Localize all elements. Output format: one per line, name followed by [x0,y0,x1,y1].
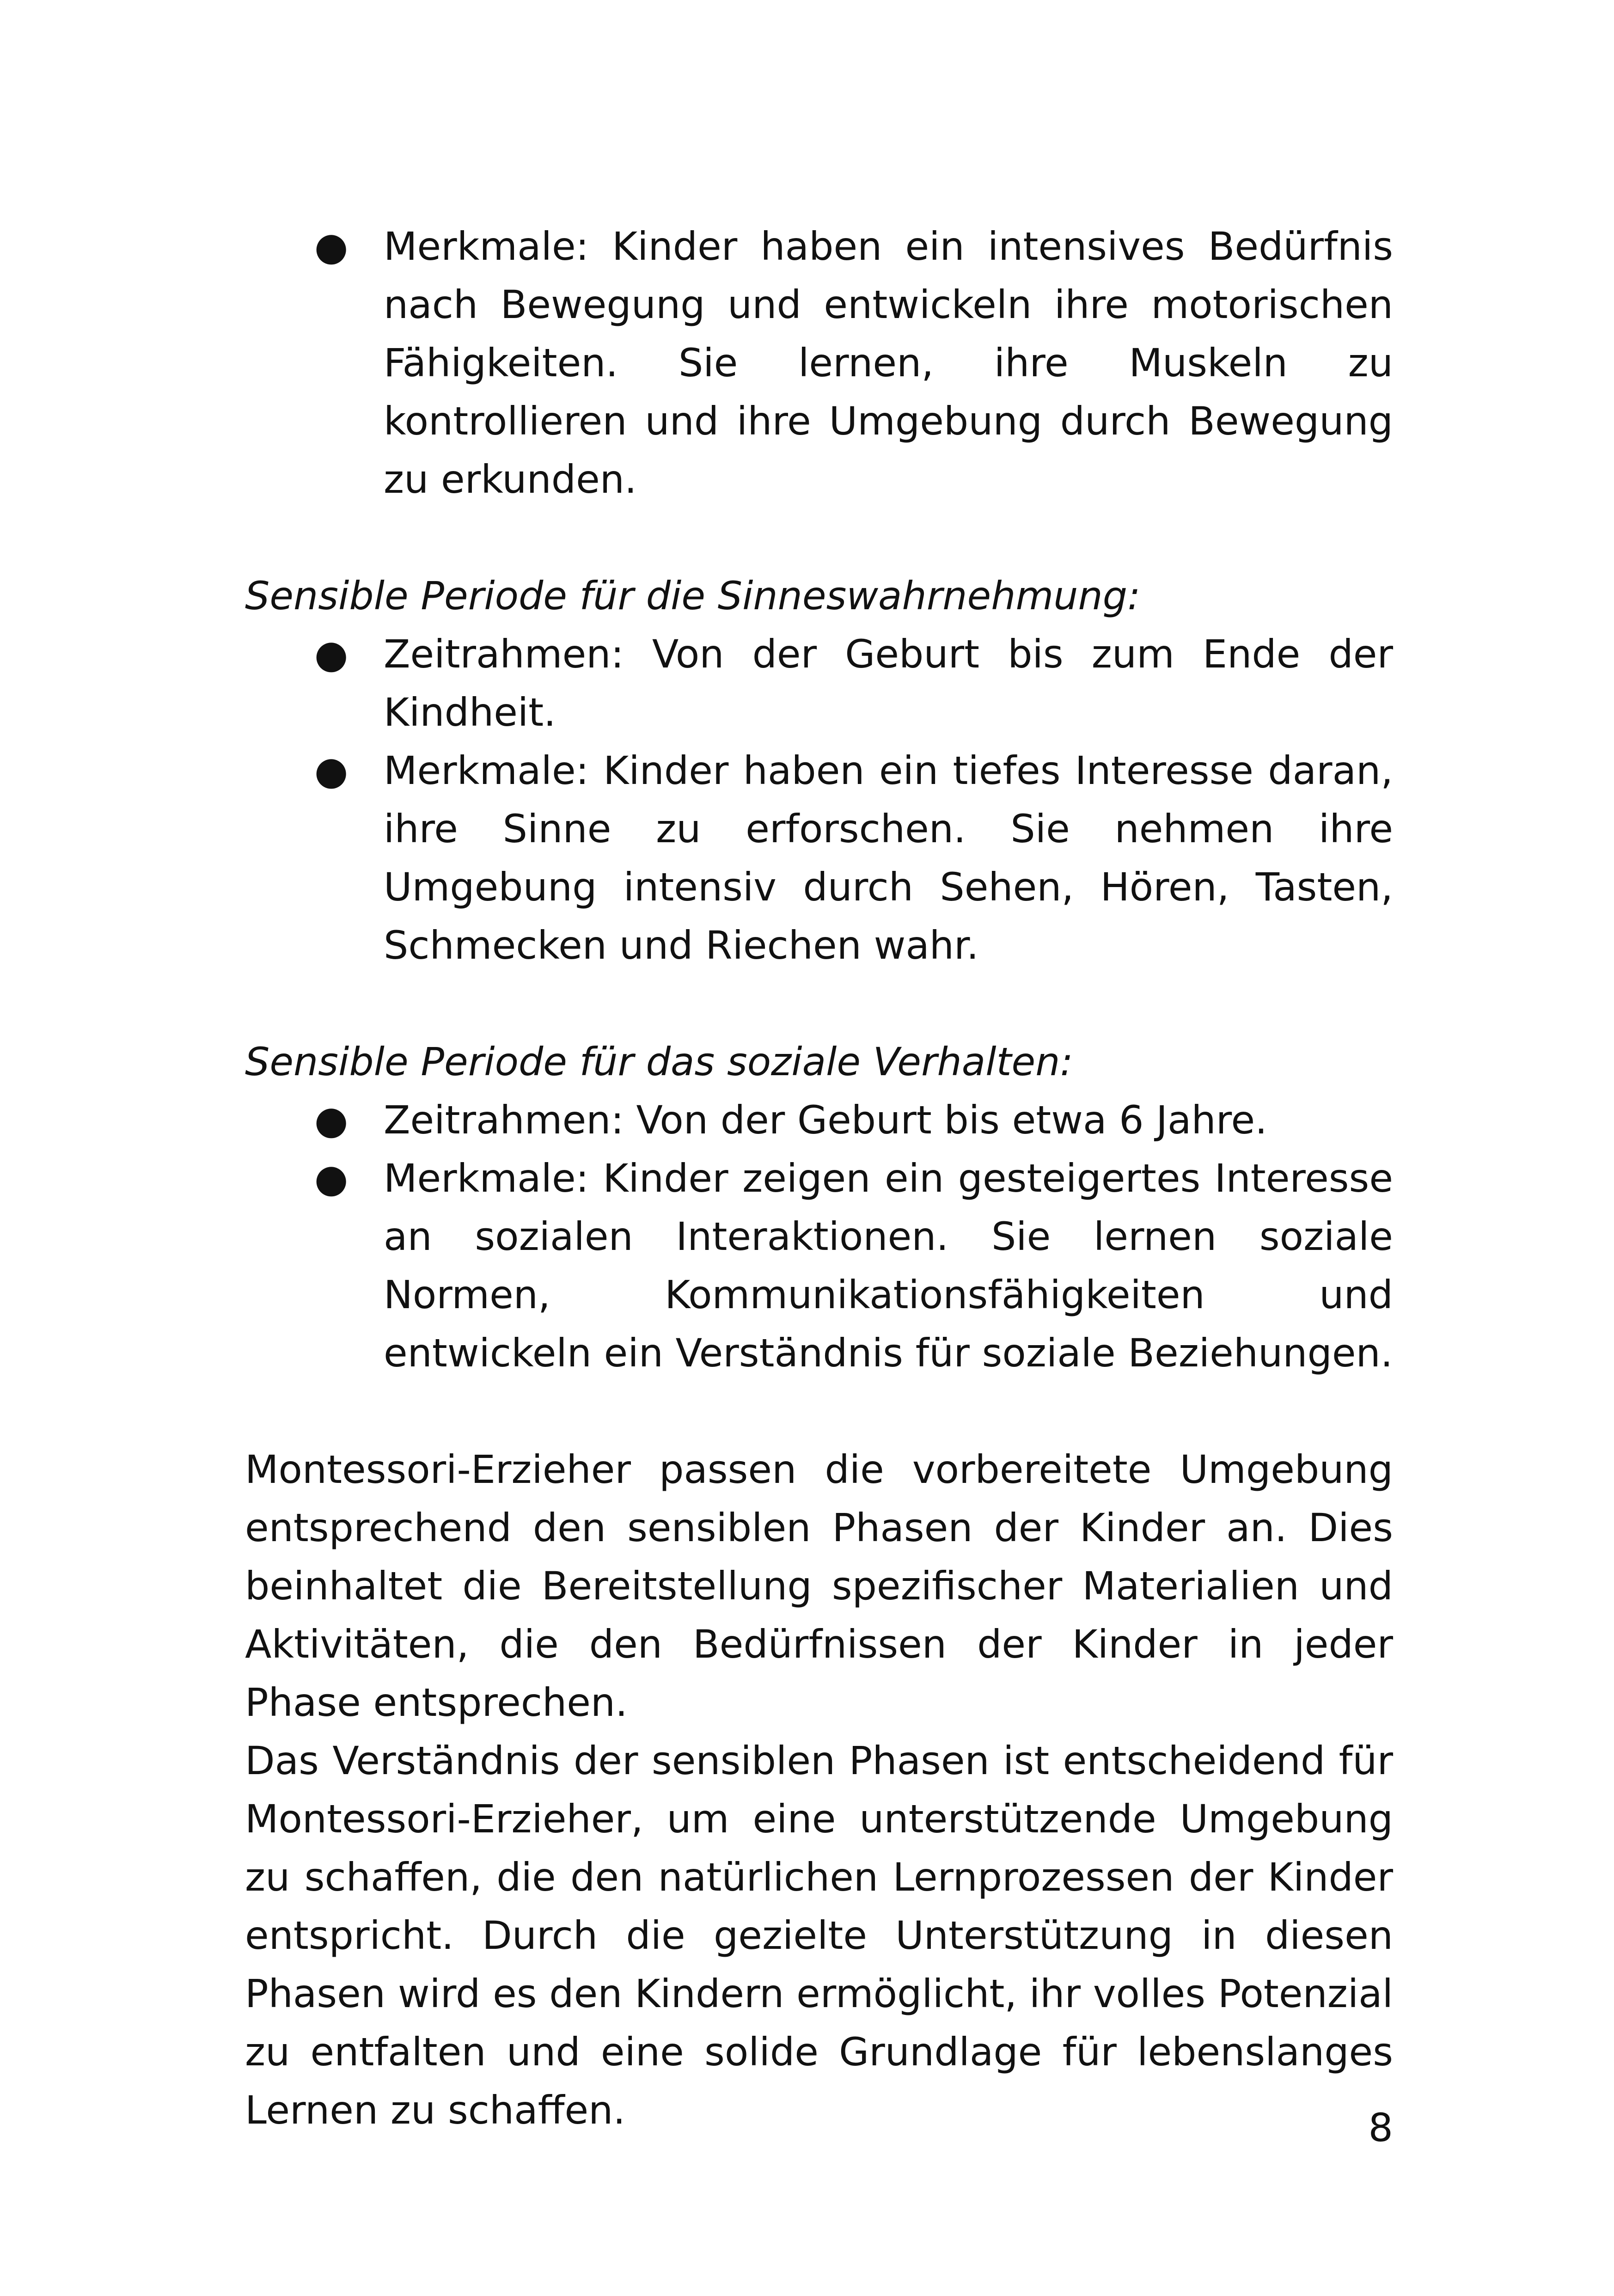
bullet-icon: ● [314,748,348,793]
list-item [314,1149,1393,1382]
bullet-icon: ● [314,1156,348,1201]
bullet-text: Merkmale: Kinder haben ein intensives Bedürfnis nach Bewegung und entwickeln ihre motorischen Fähigkeiten. Sie lernen, ihre Muskeln zu kontrollieren und ihre Umgebung durch Bewegung zu erkunden. [384,224,1393,502]
bullet-icon: ● [314,224,348,269]
spacer [245,974,1393,1033]
spacer [245,508,1393,567]
list-item [314,625,1393,741]
bullet-text: Merkmale: Kinder haben ein tiefes Interesse daran, ihre Sinne zu erforschen. Sie nehmen ihre Umgebung intensiv durch Sehen, Hören, Tasten, Schmecken und Riechen wahr. [384,748,1393,968]
list-item [314,741,1393,974]
list-item [314,1091,1393,1149]
bullet-icon: ● [314,631,348,677]
document-body [245,217,1393,2139]
section-heading-sinneswahrnehmung: Sensible Periode für die Sinneswahrnehmung: [245,573,1141,618]
bullet-text: Merkmale: Kinder zeigen ein gesteigertes Interesse an sozialen Interaktionen. Sie lernen soziale Normen, Kommunikationsfähigkeiten und entwickeln ein Verständnis für soziale Beziehungen. [384,1156,1393,1376]
bullet-icon: ● [314,1097,348,1143]
bullet-list-soziales-verhalten [245,1091,1393,1382]
bullet-text: Zeitrahmen: Von der Geburt bis zum Ende der Kindheit. [384,631,1393,735]
intro-bullet-list [245,217,1393,508]
body-paragraph: Montessori-Erzieher passen die vorbereitete Umgebung entsprechend den sensiblen Phasen der Kinder an. Dies beinhaltet die Bereitstellung spezifischer Materialien und Aktivitäten, die den Bedürfnissen der Kinder in jeder Phase entsprechen. [245,1447,1393,1725]
page-number: 8 [1368,2105,1393,2150]
body-paragraph: Das Verständnis der sensiblen Phasen ist entscheidend für Montessori-Erzieher, um eine unterstützende Umgebung zu schaffen, die den natürlichen Lernprozessen der Kinder entspricht. Durch die gezielte Unterstützung in diesen Phasen wird es den Kindern ermöglicht, ihr volles Potenzial zu entfalten und eine solide Grundlage für lebenslanges Lernen zu schaffen. [245,1738,1393,2133]
section-heading-soziales-verhalten: Sensible Periode für das soziale Verhalten: [245,1039,1073,1084]
bullet-text: Zeitrahmen: Von der Geburt bis etwa 6 Jahre. [384,1097,1267,1143]
spacer [245,1382,1393,1440]
list-item [314,217,1393,508]
bullet-list-sinneswahrnehmung [245,625,1393,974]
